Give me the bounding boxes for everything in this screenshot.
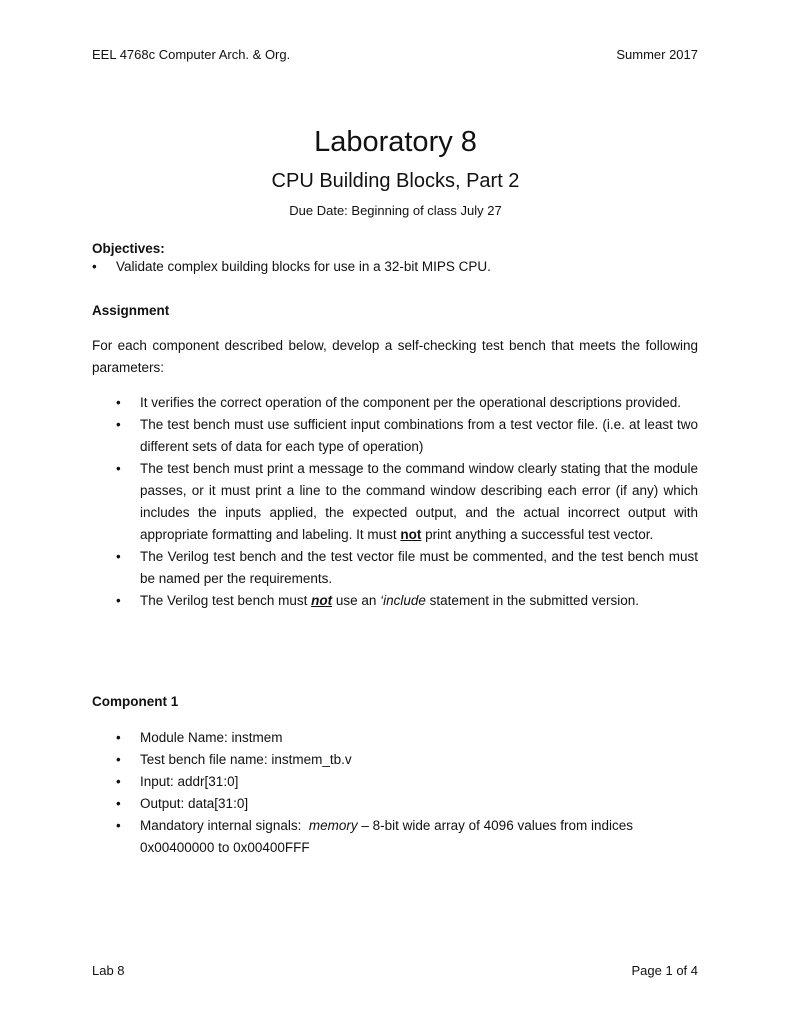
component1-spec-list: [116, 727, 698, 859]
emphasis-not: not: [400, 527, 422, 542]
objectives-heading: Objectives:: [92, 241, 165, 256]
requirement-item: • The Verilog test bench must not use an ‘include statement in the submitted version.: [116, 590, 698, 612]
bullet-icon: •: [116, 796, 121, 811]
header-term: Summer 2017: [616, 47, 698, 62]
spec-item: • Input: addr[31:0]: [116, 771, 698, 793]
component1-heading: Component 1: [92, 694, 179, 709]
assignment-heading: Assignment: [92, 303, 170, 318]
spec-item: • Test bench file name: instmem_tb.v: [116, 749, 698, 771]
include-keyword: ‘include: [380, 593, 426, 608]
footer-page-number: Page 1 of 4: [631, 963, 698, 978]
bullet-icon: •: [116, 593, 121, 608]
objectives-list: [92, 256, 698, 278]
page-title: Laboratory 8: [314, 126, 477, 158]
spec-item: • Output: data[31:0]: [116, 793, 698, 815]
spec-item: • Module Name: instmem: [116, 727, 698, 749]
memory-signal: memory: [308, 818, 358, 833]
spec-item: • Mandatory internal signals: memory – 8-bit wide array of 4096 values from indices 0x00400000 to 0x00400FFF: [116, 815, 698, 859]
bullet-icon: •: [116, 752, 121, 767]
bullet-icon: •: [116, 461, 121, 476]
objective-item: • Validate complex building blocks for use in a 32-bit MIPS CPU.: [92, 256, 698, 278]
page-subtitle: CPU Building Blocks, Part 2: [271, 170, 520, 192]
bullet-icon: •: [116, 417, 121, 432]
header-course: EEL 4768c Computer Arch. & Org.: [92, 47, 291, 62]
emphasis-not: not: [311, 593, 333, 608]
due-date: Due Date: Beginning of class July 27: [289, 203, 502, 218]
assignment-intro: For each component described below, develop a self-checking test bench that meets the following parameters:: [92, 338, 698, 375]
requirement-item: • The test bench must print a message to the command window clearly stating that the module passes, or it must print a line to the command window describing each error (if any) which includes the inputs applied, the expected output, and the actual incorrect output with appropriate formatting and labeling. It must not print anything a successful test vector.: [116, 458, 698, 546]
bullet-icon: •: [92, 259, 97, 274]
bullet-icon: •: [116, 549, 121, 564]
bullet-icon: •: [116, 730, 121, 745]
assignment-requirements-list: [116, 392, 698, 612]
bullet-icon: •: [116, 395, 121, 410]
bullet-icon: •: [116, 818, 121, 833]
requirement-item: • The Verilog test bench and the test vector file must be commented, and the test bench must be named per the requirements.: [116, 546, 698, 590]
requirement-item: • It verifies the correct operation of the component per the operational descriptions provided.: [116, 392, 698, 414]
footer-lab: Lab 8: [92, 963, 125, 978]
requirement-item: • The test bench must use sufficient input combinations from a test vector file. (i.e. at least two different sets of data for each type of operation): [116, 414, 698, 458]
bullet-icon: •: [116, 774, 121, 789]
